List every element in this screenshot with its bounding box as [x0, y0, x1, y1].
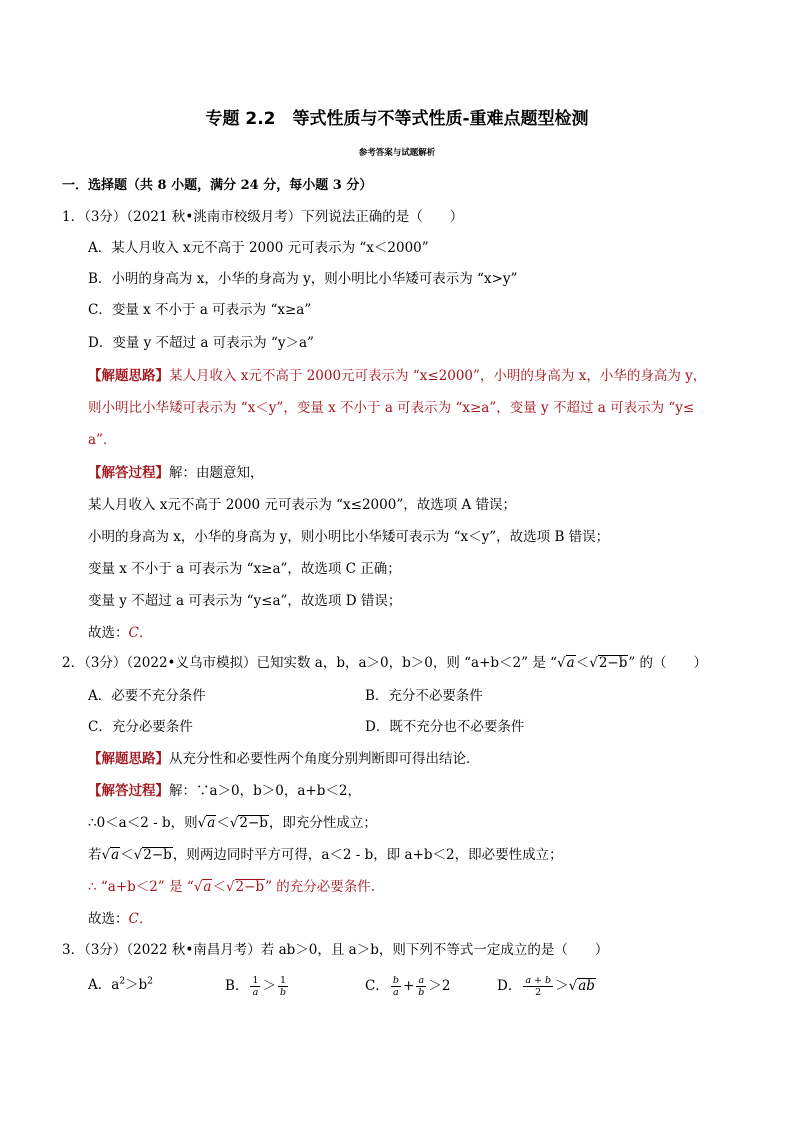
fraction: $\frac{1}{b}$ [279, 975, 287, 998]
q2-answer: 故选：C． [88, 911, 153, 927]
q1-option-a: A．某人月收入 x元不高于 2000 元可表示为 “x＜2000” [88, 240, 429, 256]
section-heading: 一．选择题（共 8 小题，满分 24 分，每小题 3 分） [62, 178, 373, 193]
q1-process-line-1: 某人月收入 x元不高于 2000 元可表示为 “x≤2000”，故选项 A 错误； [88, 497, 517, 513]
q2-process-line-1: 【解答过程】解：∵a＞0，b＞0，a+b＜2， [88, 783, 361, 799]
q2-option-d: D．既不充分也不必要条件 [365, 719, 525, 735]
fraction: $\frac{a}{b}$ [418, 975, 425, 998]
q1-process-line-3: 变量 x 不小于 a 可表示为 “x≥a”，故选项 C 正确； [88, 561, 401, 577]
sqrt-symbol: √a [193, 879, 212, 895]
q1-process-line-2: 小明的身高为 x，小华的身高为 y，则小明比小华矮可表示为 “x＜y”，故选项 B 错误； [88, 529, 610, 545]
q3-stem: 3．（3分）（2022 秋•南昌月考）若 ab＞0，且 a＞b，则下列不等式一定成立的是（ ） [62, 942, 609, 958]
q2-stem: 2．（3分）（2022•义乌市模拟）已知实数 a，b，a＞0，b＞0，则 “a+b＜2” 是 “√a＜√2−b” 的（ ） [62, 655, 708, 671]
thinking-label: 【解题思路】 [88, 751, 169, 767]
fraction: $\frac{a + b}{2}$ [525, 975, 552, 998]
q1-option-d: D．变量 y 不超过 a 可表示为 “y＞a” [88, 335, 314, 351]
q2-option-c: C．充分必要条件 [88, 719, 193, 735]
q2-process-line-3: 若√a＜√2−b，则两边同时平方可得，a＜2 - b，即 a+b＜2，即必要性成立； [88, 847, 563, 863]
fraction: $\frac{1}{a}$ [252, 975, 259, 998]
sqrt-symbol: √2−b [225, 879, 265, 895]
thinking-label: 【解题思路】 [88, 368, 169, 384]
sqrt-symbol: √2−b [229, 815, 268, 831]
page-subtitle: 参考答案与试题解析 [358, 148, 436, 158]
sqrt-symbol: √2−b [589, 655, 628, 671]
sqrt-symbol: √2−b [133, 847, 172, 863]
sqrt-symbol: √ab [568, 978, 595, 994]
sqrt-symbol: √a [101, 847, 120, 863]
q2-option-b: B．充分不必要条件 [365, 688, 483, 704]
process-label: 【解答过程】 [88, 465, 169, 481]
q1-thinking-line-3: a”． [88, 432, 117, 448]
q3-option-a: A．$a^2>b^2$ [88, 976, 153, 993]
q2-thinking: 【解题思路】从充分性和必要性两个角度分别判断即可得出结论． [88, 751, 480, 767]
q1-thinking-line-2: 则小明比小华矮可表示为 “x＜y”，变量 x 不小于 a 可表示为 “x≥a”，变量 y 不超过 a 可表示为 “y≤ [88, 400, 695, 416]
q1-stem: 1．（3分）（2021 秋•洮南市校级月考）下列说法正确的是（ ） [62, 209, 464, 225]
sqrt-symbol: √a [557, 655, 575, 671]
q1-process-line-0: 【解答过程】解：由题意知， [88, 465, 264, 481]
q1-answer: 故选：C． [88, 625, 153, 641]
q2-process-line-4: ∴ “a+b＜2” 是 “√a＜√2−b” 的充分必要条件. [88, 879, 376, 895]
q3-option-c: C． $\frac{b}{a}$ + $\frac{a}{b}$ ＞2 [365, 975, 451, 998]
q1-thinking-line-1: 【解题思路】某人月收入 x元不高于 2000元可表示为 “x≤2000”，小明的身高为 x，小华的身高为 y， [88, 368, 707, 384]
sqrt-symbol: √a [197, 815, 216, 831]
page-title: 专题 2.2 等式性质与不等式性质-重难点题型检测 [205, 109, 589, 129]
q1-process-line-4: 变量 y 不超过 a 可表示为 “y≤a”，故选项 D 错误； [88, 593, 402, 609]
q2-option-a: A．必要不充分条件 [88, 688, 206, 704]
q1-option-b: B．小明的身高为 x，小华的身高为 y，则小明比小华矮可表示为 “x>y” [88, 271, 518, 287]
fraction: $\frac{b}{a}$ [392, 975, 399, 998]
process-label: 【解答过程】 [88, 783, 169, 799]
q3-option-d: D． $\frac{a + b}{2}$ ＞√ab [497, 975, 595, 998]
q1-option-c: C．变量 x 不小于 a 可表示为 “x≥a” [88, 302, 312, 318]
q2-process-line-2: ∴0＜a＜2 - b，则√a＜√2−b，即充分性成立； [88, 815, 377, 831]
q3-option-b: B． $\frac{1}{a}$ ＞ $\frac{1}{b}$ [225, 975, 287, 998]
